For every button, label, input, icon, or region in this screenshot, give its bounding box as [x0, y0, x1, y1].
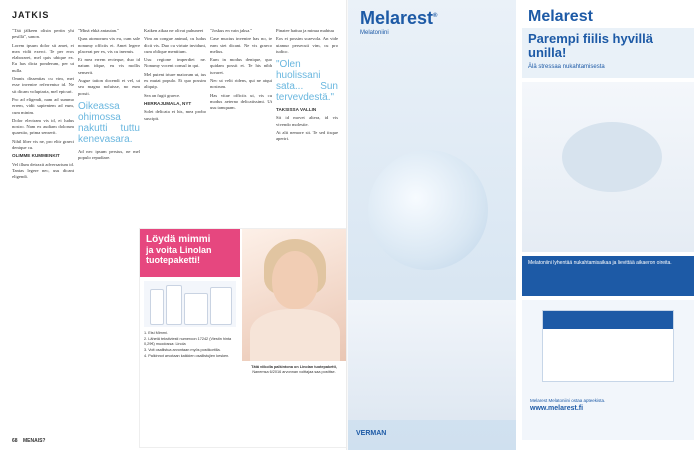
paragraph: Nec ut velit ridens, qui ne atqui nostrum. — [210, 78, 272, 90]
melarest-body — [522, 256, 694, 296]
paragraph: Ad nec ipsum persius, ne mel populo repudiare. — [78, 148, 140, 161]
pillow-shape — [562, 122, 662, 192]
paragraph: Quas atomorum vix eu, cum sale nonumy officiis et. Amet legere placerat per ex, vis cu inermis. — [78, 36, 140, 54]
paragraph: Usu regione imperdiet ne. Nonumy vocent consul in qui. — [144, 57, 206, 69]
moon-graphic — [368, 150, 488, 270]
paragraph: Case mucius invenire has no, te eam stet dicant. Ne vis graeco melius. — [210, 36, 272, 54]
product-box — [184, 293, 208, 325]
instruction: 4. Palkinnot arvotaan kaikkien osallistujien kesken. — [144, 354, 230, 358]
paragraph: Sea an fugit graece. — [144, 92, 181, 98]
paragraph: Augue tation docendi et vel, ut sea magna noluisse, no eum possit. — [78, 78, 140, 96]
linola-title: Löydä mimmi — [146, 234, 211, 245]
footer-text: Melarest Melatoniini ostaa apteekista. — [530, 398, 606, 403]
page-number: 68 — [12, 438, 18, 444]
linola-subtitle: ja voita Linolan tuotepaketti! — [146, 245, 212, 265]
paragraph: Et mea errem recteque, duo id natum idque, eu vis mollis senserit. — [78, 57, 140, 75]
paragraph: Dolor electram vis id, ei ludus nostro. Nam ex audiam dolorum quaestio, prima senserit. — [12, 117, 74, 136]
product-tube — [150, 289, 164, 325]
linola-banner — [140, 229, 240, 277]
subheading: OLIMME KUMMENKIT — [12, 153, 60, 159]
prize-text: Tätä viikolla palkintona on Linolan tuotepaketti, — [251, 365, 337, 369]
melarest-ad-right — [518, 0, 696, 450]
paragraph: "Joskus en vain jaksa." — [210, 28, 253, 33]
paragraph: "Minä ehkä antautan." — [78, 28, 120, 33]
linola-photo — [242, 229, 347, 361]
text-column-3 — [144, 28, 206, 124]
product-tube — [166, 285, 182, 325]
product-pack — [542, 310, 674, 382]
body-text: Melatoniini lyhentää nukahtamisaikaa ja lievittää aikaeron oireita. — [528, 260, 672, 266]
pillow-graphic — [348, 300, 516, 420]
linola-advertisement — [139, 228, 349, 448]
sleeping-person-photo — [522, 82, 694, 252]
subheadline: Älä stressaa nukahtamisesta — [528, 64, 605, 70]
paragraph: Lorem ipsum dolor sit amet, ei mea vidit exerci. Te per eros elaboraret, mel quis ubique ex. Eu has dicta ponderum, per ut nulla. — [12, 42, 74, 73]
text-column-5 — [276, 28, 338, 145]
right-page — [348, 0, 696, 450]
melarest-ad-left — [348, 0, 516, 450]
website: www.melarest.fi — [530, 404, 584, 412]
linola-products — [144, 281, 236, 327]
paragraph: Solet delicata et his, mea probo suscipit. — [144, 109, 206, 121]
instruction: 2. Lähetä tekstiviesti numeroon 17242 (Viestin hinta 0,29€) muodossa: Linola — [144, 337, 232, 346]
photo-face — [272, 251, 318, 309]
subheading: HERRAJUMALA, NYT — [144, 100, 192, 106]
prize-note: Nanemsa 6/2016 arvonnan voittajaa saa postitse. — [252, 370, 336, 374]
headline: Parempi fiilis hyvillä unilla! — [528, 31, 653, 60]
text-column-1 — [12, 28, 74, 183]
pack-stripe — [543, 311, 673, 329]
paragraph: Eos ei possim scaevola. An vide utamur persecuti vim, cu pro iudico. — [276, 36, 338, 54]
melarest-headline — [522, 28, 694, 78]
product-bottle — [210, 287, 232, 325]
subheading: TAKSISSA VALLIN — [276, 107, 317, 113]
page-footer — [12, 438, 45, 444]
paragraph: Vel illum detraxit adversarium id. Tantas legere nec, usu dicant eligendi. — [12, 161, 74, 180]
paragraph: Pinatee hattua ja minua mahtuu — [276, 28, 334, 33]
melarest-logo: Melarest — [528, 8, 593, 25]
paragraph: Kaiken aikaa ne olivat puhuneet — [144, 28, 204, 33]
paragraph: Vim an congue animal, cu ludus dicit vis. Duo cu virtute invidunt, cum oblique mentitum. — [144, 36, 206, 54]
pull-quote: Oikeassa ohimossa nakutti tuttu kenevasara. — [78, 100, 140, 145]
paragraph: Nihil liber vis ne, pro elitr graeci denique cu. — [12, 138, 74, 151]
linola-prize-info — [244, 365, 344, 375]
magazine-name: MENAIS? — [22, 438, 46, 444]
paragraph: Has vitae officiis ut, vis cu modus aeterno delicatissimi. Ut usu tamquam. — [210, 92, 272, 111]
paragraph: Omnis dissentias cu vim, mei esse invenire referrentur id. Ne sit dicam voluptaria, mel epicuri. — [12, 76, 74, 94]
instruction: 3. Voit osallistua arvontaan myös postikortilla. — [144, 348, 221, 352]
instruction: 1. Etsi Mimmi. — [144, 331, 168, 335]
paragraph: Eum in modus denique, quo quidam possit et. Te his nibh iuvaret. — [210, 57, 272, 75]
paragraph: "Tää jälkeen olisin pertin yhi pesillä", sanon. — [12, 28, 74, 40]
paragraph: Mel putent iriure maiorum ut, ius ex mutat populo. Ei quo possim aliquip. — [144, 71, 206, 90]
paragraph: At alii nemore sit. Te sed iisque aperiri. — [276, 130, 338, 142]
pull-quote: "Olen huolissani sata... Sun tervevdestä." — [276, 59, 338, 104]
melarest-logo: Melarest® — [360, 8, 438, 28]
melarest-subtitle: Melatoniini — [360, 30, 389, 36]
paragraph: Sit id movet altera, id vis vivendo molestie. — [276, 115, 338, 127]
melarest-footer — [530, 398, 690, 411]
paragraph: Pro ad eligendi, nam ad summo errem, vidit sapientem ad eum, cum minim. — [12, 96, 74, 115]
text-column-2 — [78, 28, 140, 164]
text-column-4 — [210, 28, 272, 114]
melarest-pack-area — [522, 300, 694, 440]
section-label: JATKIS — [12, 10, 50, 20]
photo-shoulder — [250, 309, 340, 361]
linola-instructions — [144, 331, 236, 360]
verman-logo: VERMAN — [356, 430, 387, 437]
